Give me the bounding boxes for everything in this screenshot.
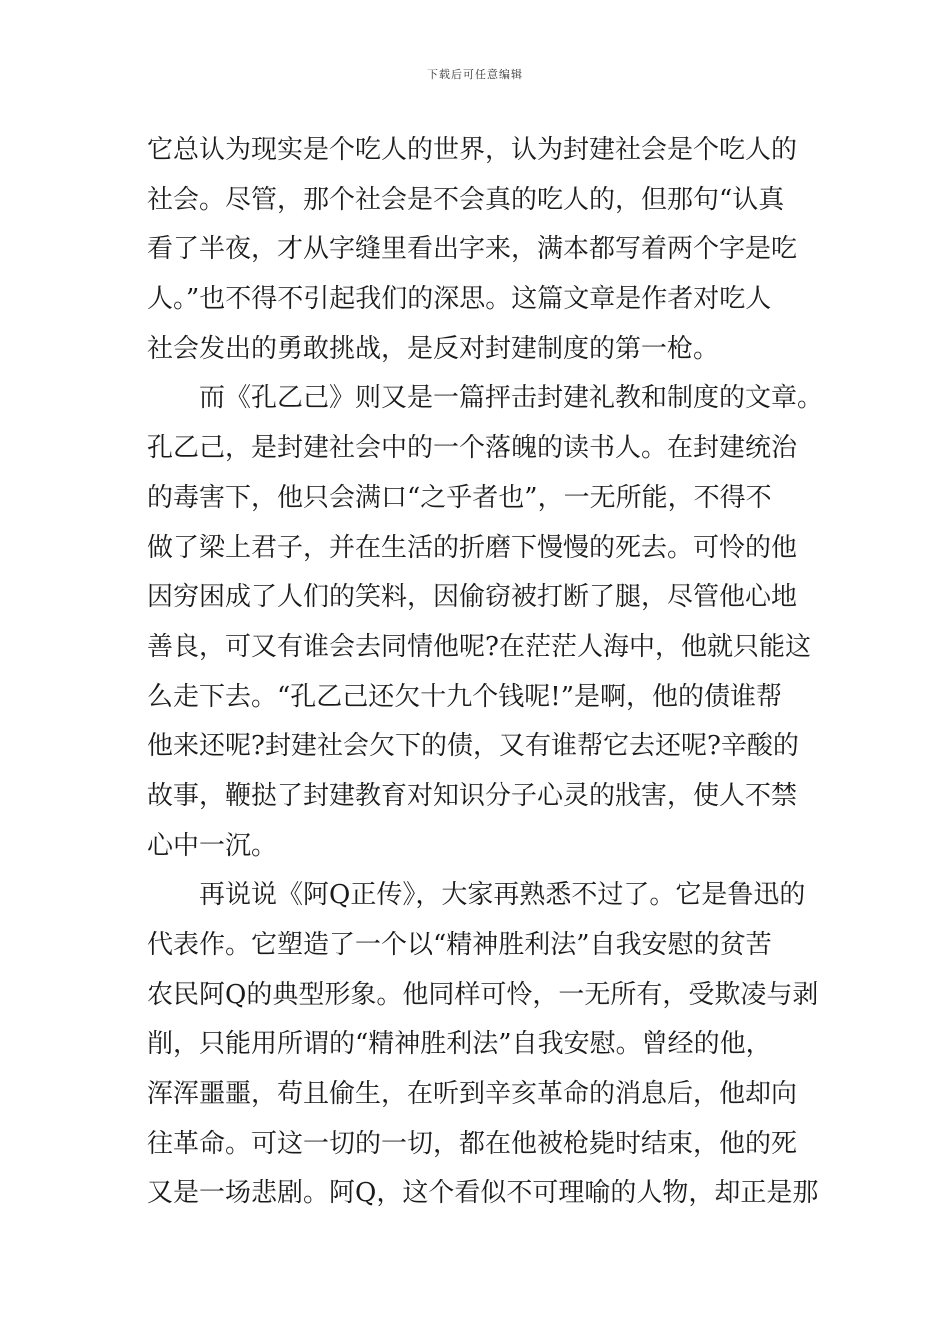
page-header: 下载后可任意编辑: [427, 68, 523, 81]
text-line: 农民阿Q的典型形象。他同样可怜，一无所有，受欺凌与剥: [147, 979, 819, 1010]
paragraph-2: [147, 374, 824, 871]
text-line: 的毒害下，他只会满口“之乎者也”，一无所能，不得不: [147, 482, 772, 513]
text-line: 而《孔乙己》则又是一篇抨击封建礼教和制度的文章。: [199, 383, 824, 414]
text-line: 浑浑噩噩，苟且偷生，在听到辛亥革命的消息后，他却向: [147, 1079, 798, 1110]
text-line: 代表作。它塑造了一个以“精神胜利法”自我安慰的贫苦: [147, 930, 772, 960]
text-line: 孔乙己，是封建社会中的一个落魄的读书人。在封建统治: [147, 433, 798, 464]
paragraph-3: [147, 871, 819, 1219]
text-line: 心中一沉。: [147, 830, 278, 861]
text-line: 他来还呢?封建社会欠下的债，又有谁帮它去还呢?辛酸的: [147, 731, 799, 762]
text-line: 削，只能用所谓的“精神胜利法”自我安慰。曾经的他，: [147, 1029, 772, 1060]
text-line: 故事，鞭挞了封建教育对知识分子心灵的戕害，使人不禁: [147, 780, 798, 811]
document-body: [147, 126, 824, 1219]
text-line: 社会。尽管，那个社会是不会真的吃人的，但那句“认真: [147, 184, 785, 215]
text-line: 又是一场悲剧。阿Q，这个看似不可理喻的人物，却正是那: [147, 1178, 819, 1209]
text-line: 看了半夜，才从字缝里看出字来，满本都写着两个字是吃: [147, 234, 798, 265]
text-line: 它总认为现实是个吃人的世界，认为封建社会是个吃人的: [147, 135, 798, 165]
text-line: 再说说《阿Q正传》，大家再熟悉不过了。它是鲁迅的: [199, 880, 806, 911]
text-line: 往革命。可这一切的一切，都在他被枪毙时结束，他的死: [147, 1128, 798, 1159]
paragraph-1: [147, 126, 807, 374]
text-line: 做了梁上君子，并在生活的折磨下慢慢的死去。可怜的他: [147, 532, 798, 563]
text-line: 人。”也不得不引起我们的深思。这篇文章是作者对吃人: [147, 284, 772, 315]
text-line: 么走下去。“孔乙己还欠十九个钱呢!”是啊，他的债谁帮: [147, 681, 783, 712]
text-line: 因穷困成了人们的笑料，因偷窃被打断了腿，尽管他心地: [147, 582, 798, 613]
text-line: 善良，可又有谁会去同情他呢?在茫茫人海中，他就只能这: [147, 631, 811, 662]
text-line: 社会发出的勇敢挑战，是反对封建制度的第一枪。: [147, 333, 720, 364]
